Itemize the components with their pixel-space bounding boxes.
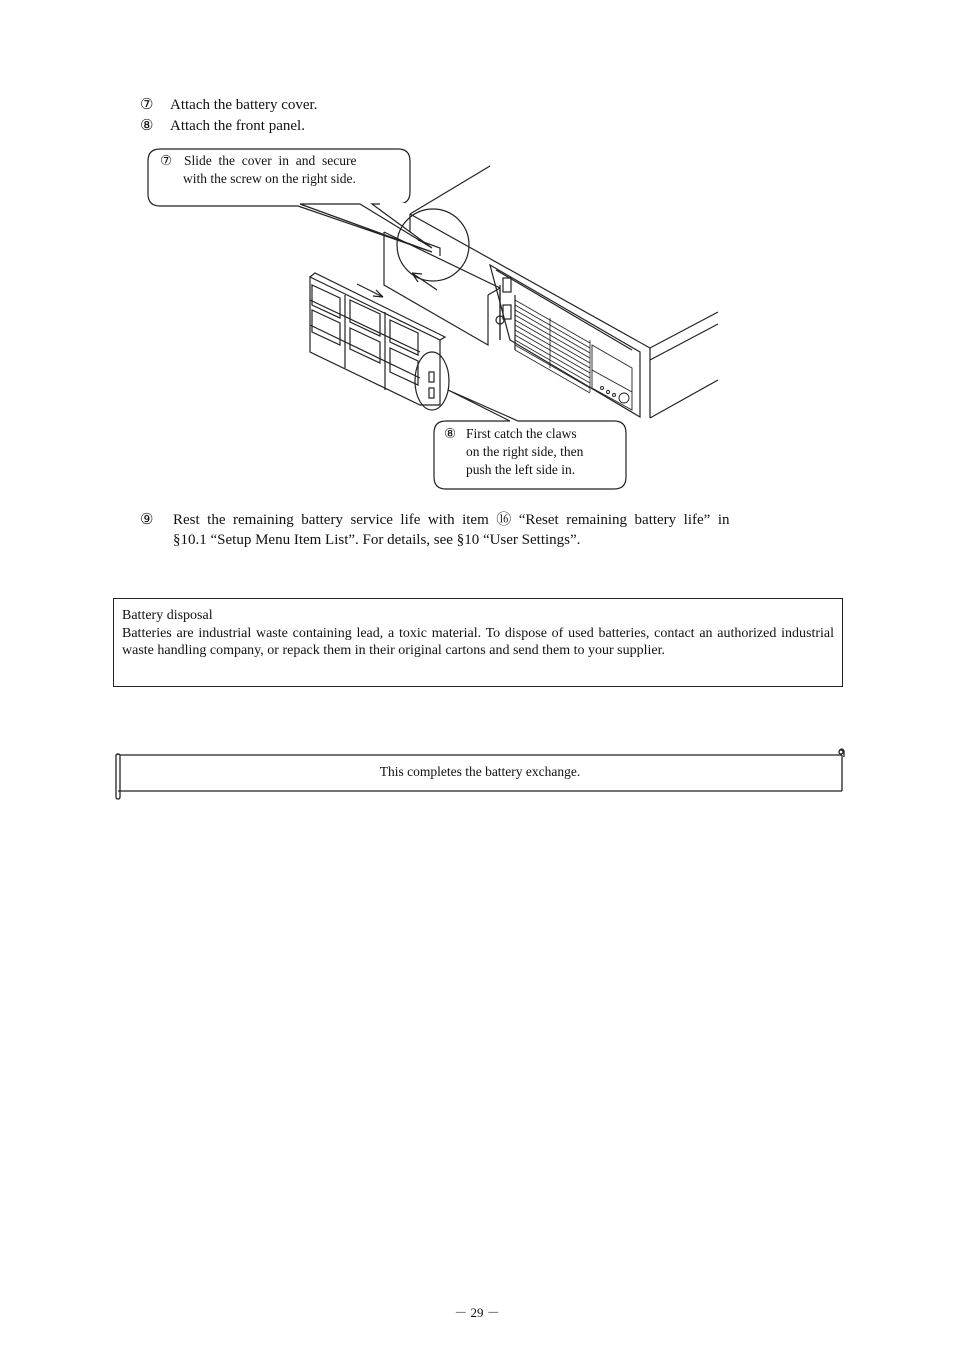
step-7-text: Attach the battery cover. — [170, 97, 318, 113]
callout-cover-line1: Slide the cover in and secure — [184, 153, 357, 168]
callout-panel-line1: First catch the claws — [466, 426, 577, 441]
callout-panel-text — [444, 425, 624, 479]
callout-cover-text — [160, 152, 398, 188]
step-7-number: ⑦ — [140, 97, 154, 113]
notice-title: Battery disposal — [122, 608, 213, 623]
completion-text: This completes the battery exchange. — [379, 764, 581, 779]
step-8-number: ⑧ — [140, 118, 154, 134]
step-9 — [140, 510, 836, 550]
battery-disposal-notice — [113, 598, 843, 687]
notice-body: Batteries are industrial waste containing lead, a toxic material. To dispose of used batteries, contact an authorized industrial waste handling company, or repack them in their original cartons and send them to your supplier. — [122, 625, 834, 658]
step-9-line2: §10.1 “Setup Menu Item List”. For details, see §10 “User Settings”. — [173, 532, 581, 548]
callout-cover-line2: with the screw on the right side. — [183, 171, 356, 186]
vent-grille — [515, 300, 590, 393]
step-8-text: Attach the front panel. — [170, 118, 305, 134]
page-number: － 29 － — [454, 1305, 500, 1320]
ups-unit-drawing — [410, 166, 718, 418]
step-9-line1: Rest the remaining battery service life with item ⑯ “Reset remaining battery life” in — [173, 512, 730, 528]
callout-panel-number: ⑧ — [444, 426, 457, 441]
callout-panel-line2: on the right side, then — [466, 444, 584, 459]
step-9-number: ⑨ — [140, 512, 154, 528]
callout-panel-line3: push the left side in. — [466, 462, 576, 477]
callout-cover-number: ⑦ — [160, 153, 173, 168]
